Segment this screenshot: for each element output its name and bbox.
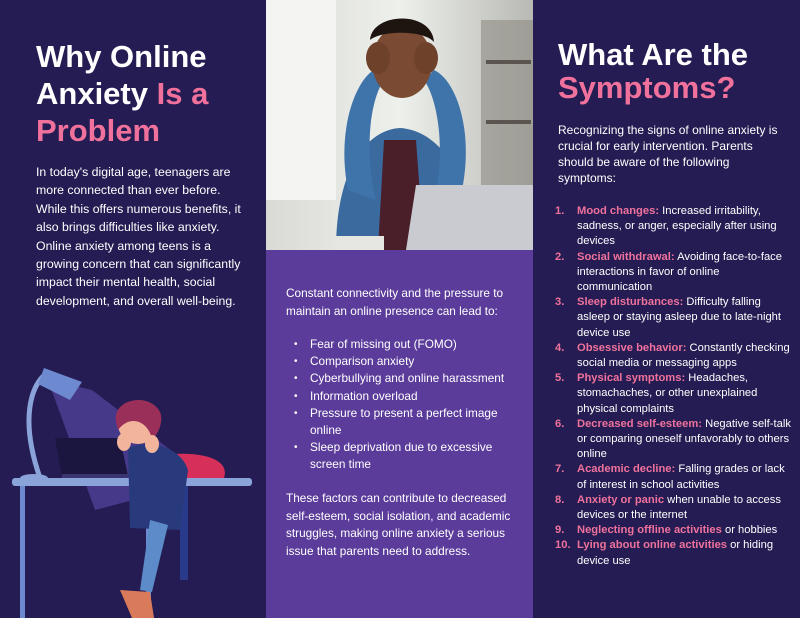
symptom-item [555,341,795,371]
symptom-desc: Difficulty falling asleep or staying asleep due to late-night device use [577,296,781,339]
symptom-term: Physical symptoms: [577,372,686,385]
symptom-desc: Constantly checking social media or messaging apps [577,341,790,370]
symptom-desc: Headaches, stomachaches, or other unexplained physical complaints [577,372,758,415]
symptom-desc: Avoiding face-to-face interactions in favor of online communication [577,250,782,294]
left-heading-line1: Why Online [36,39,207,74]
right-heading-line2: Symptoms? [558,70,736,105]
list-item: • Sleep deprivation due to excessive screen time [294,439,524,473]
symptom-item [555,538,795,568]
symptom-item [555,417,795,463]
anxious-girl-illustration [0,360,266,618]
middle-panel [266,0,533,618]
list-item: • Information overload [294,388,524,405]
symptom-item [555,295,795,341]
symptom-number: 5. [555,372,565,385]
symptom-term: Anxiety or panic [577,493,665,506]
symptom-item [555,371,795,417]
symptom-item [555,493,795,523]
right-heading [558,38,788,104]
right-heading-line1: What Are the [558,37,749,72]
left-heading-line2a: Anxiety [36,76,148,111]
symptom-number: 3. [555,296,565,309]
symptom-desc: or hiding device use [577,539,774,567]
left-heading-line2b: Is a [156,76,209,111]
list-item: • Comparison anxiety [294,353,524,370]
left-panel [0,0,266,618]
symptom-number: 10. [555,539,571,552]
symptom-number: 7. [555,463,565,476]
symptom-item [555,250,795,296]
left-heading-line3: Problem [36,113,161,148]
symptom-desc: Increased irritability, sadness, or anger, especially after using devices [577,205,777,248]
symptom-number: 1. [555,205,565,217]
symptom-desc: Falling grades or lack of interest in school activities [577,463,785,491]
symptom-term: Social withdrawal: [577,250,675,263]
symptom-term: Decreased self-esteem: [577,417,702,430]
symptom-term: Sleep disturbances: [577,296,684,309]
left-body-text: In today's digital age, teenagers are more connected than ever before. While this offers numerous benefits, it also brings difficulties like anxiety. Online anxiety among teens is a growing concern that can significantly impact their mental health, social development, and overall well-being. [36,165,241,308]
symptom-term: Lying about online activities [577,539,728,552]
right-panel [533,0,800,618]
symptoms-list [555,204,795,569]
symptom-item [555,523,795,538]
symptom-term: Academic decline: [577,463,676,476]
symptom-term: Mood changes: [577,205,660,217]
middle-outro-text: These factors can contribute to decreased self-esteem, social isolation, and academic struggles, making online anxiety a serious issue that parents need to address. [286,491,511,558]
list-item: • Pressure to present a perfect image online [294,405,524,439]
symptom-item [555,462,795,492]
middle-intro-text: Constant connectivity and the pressure to maintain an online presence can lead to: [286,286,504,318]
symptom-term: Obsessive behavior: [577,341,687,354]
list-item: • Fear of missing out (FOMO) [294,336,524,353]
symptom-term: Neglecting offline activities [577,524,722,537]
symptom-desc: when unable to access devices or the internet [577,493,781,522]
symptom-desc: Negative self-talk or comparing oneself unfavorably to others online [577,417,791,461]
list-item: • Cyberbullying and online harassment [294,370,524,387]
left-heading [36,38,256,149]
pressure-list [294,336,524,474]
symptom-number: 9. [555,524,565,537]
right-intro-text: Recognizing the signs of online anxiety is crucial for early intervention. Parents should be aware of the following symptoms: [558,123,778,185]
symptom-number: 6. [555,417,565,430]
symptom-number: 8. [555,493,565,506]
symptom-number: 4. [555,341,565,354]
symptom-desc: or hobbies [721,524,778,537]
symptom-item [555,204,795,250]
symptom-number: 2. [555,250,565,263]
stressed-teen-photo [266,0,533,250]
